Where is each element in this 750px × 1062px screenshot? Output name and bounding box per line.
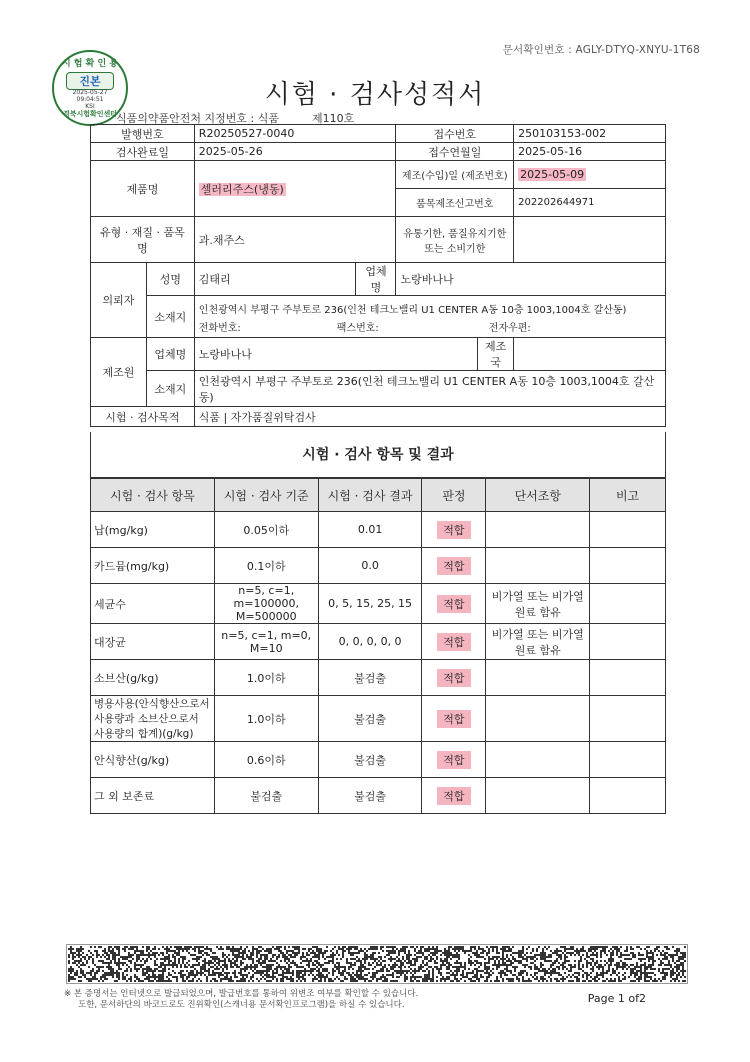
product-name: 셀러리주스(냉동) — [200, 182, 284, 196]
issue-no-label: 발행번호 — [91, 125, 195, 143]
standard-cell: n=5, c=1, m=0, M=10 — [214, 624, 318, 660]
header-result: 시험 · 검사 결과 — [318, 479, 422, 512]
note-cell — [590, 624, 666, 660]
item-cell: 카드뮴(mg/kg) — [91, 548, 215, 584]
item-cell: 안식향산(g/kg) — [91, 742, 215, 778]
client-address: 인천광역시 부평구 주부토로 236(인천 테크노밸리 U1 CENTER A동 10층 1003,1004호 갈산동) — [198, 304, 627, 316]
table-row — [91, 742, 666, 778]
client-name: 김태리 — [194, 263, 356, 296]
standard-cell: 0.1이하 — [214, 548, 318, 584]
result-cell: 0, 0, 0, 0, 0 — [318, 624, 422, 660]
receipt-no: 250103153-002 — [514, 125, 666, 143]
maker-company: 노랑바나나 — [194, 338, 477, 371]
header-note: 비고 — [590, 479, 666, 512]
table-row — [91, 548, 666, 584]
page-title: 시험 · 검사성적서 — [264, 80, 486, 110]
maker-company-label: 업체명 — [146, 338, 194, 371]
verdict-cell — [422, 660, 486, 696]
result-cell: 0.0 — [318, 548, 422, 584]
item-cell: 소브산(g/kg) — [91, 660, 215, 696]
purpose-label: 시험 · 검사목적 — [91, 407, 195, 427]
table-row — [91, 584, 666, 624]
verdict-badge: 적합 — [437, 787, 470, 805]
email-label: 전자우편: — [488, 322, 531, 334]
result-cell: 불검출 — [318, 660, 422, 696]
mfg-date-cell — [514, 161, 666, 189]
results-table — [90, 478, 666, 814]
verdict-badge: 적합 — [437, 521, 470, 539]
mfg-date: 2025-05-09 — [520, 168, 585, 181]
clause-cell — [486, 778, 590, 814]
country-label: 제조국 — [478, 338, 514, 371]
note-cell — [590, 696, 666, 742]
client-address-cell — [194, 296, 665, 338]
mfg-date-label: 제조(수입)일 (제조번호) — [396, 161, 514, 189]
seal-bottom-text: 경북시험확인센터 — [62, 110, 118, 118]
clause-cell — [486, 548, 590, 584]
note-cell — [590, 584, 666, 624]
item-cell: 그 외 보존료 — [91, 778, 215, 814]
seal-date: 2025-05-27 09:04:51 KSI — [72, 89, 108, 110]
note-cell — [590, 742, 666, 778]
standard-cell: 1.0이하 — [214, 660, 318, 696]
verdict-cell — [422, 512, 486, 548]
item-cell: 세균수 — [91, 584, 215, 624]
complete-date: 2025-05-26 — [194, 143, 396, 161]
seal-center-text: 진본 — [66, 72, 114, 90]
item-cell: 병용사용(안식향산으로서 사용량과 소브산으로서 사용량의 합계)(g/kg) — [91, 696, 215, 742]
verdict-cell — [422, 584, 486, 624]
product-cell — [194, 161, 396, 217]
verdict-badge: 적합 — [437, 557, 470, 575]
verdict-badge: 적합 — [437, 633, 470, 651]
verdict-cell — [422, 696, 486, 742]
standard-cell: 0.6이하 — [214, 742, 318, 778]
document-confirm-number: 문서확인번호 : AGLY-DTYQ-XNYU-1T68 — [502, 44, 700, 56]
fax-label: 팩스번호: — [336, 322, 379, 334]
results-section-title: 시험 · 검사 항목 및 결과 — [90, 432, 666, 478]
standard-cell: 1.0이하 — [214, 696, 318, 742]
authority-number: 제110호 — [312, 112, 355, 125]
name-label: 성명 — [146, 263, 194, 296]
company-label: 업체명 — [356, 263, 396, 296]
product-label: 제품명 — [91, 161, 195, 217]
standard-cell: n=5, c=1, m=100000, M=500000 — [214, 584, 318, 624]
verdict-cell — [422, 624, 486, 660]
page-number: Page 1 of2 — [587, 992, 646, 1005]
verdict-badge: 적합 — [437, 751, 470, 769]
issue-no: R20250527-0040 — [194, 125, 396, 143]
table-row — [91, 624, 666, 660]
header-verdict: 판정 — [422, 479, 486, 512]
info-table — [90, 124, 666, 427]
footer-note-2: 도한, 문서하단의 바코드로도 진위확인(스캐너용 문서확인프로그램)을 하실 수 있습니다. — [78, 1000, 405, 1010]
verdict-badge: 적합 — [437, 710, 470, 728]
address-label: 소재지 — [146, 296, 194, 338]
clause-cell — [486, 742, 590, 778]
type-label: 유형 · 재질 · 품목명 — [91, 217, 195, 263]
expiry-label: 유통기한, 품질유지기한 또는 소비기한 — [396, 217, 514, 263]
receipt-date-label: 접수연월일 — [396, 143, 514, 161]
header-item: 시험 · 검사 항목 — [91, 479, 215, 512]
client-company: 노랑바나나 — [396, 263, 666, 296]
receipt-no-label: 접수번호 — [396, 125, 514, 143]
header-clause: 단서조항 — [486, 479, 590, 512]
country-value — [514, 338, 666, 371]
table-row — [91, 778, 666, 814]
note-cell — [590, 512, 666, 548]
result-cell: 불검출 — [318, 696, 422, 742]
report-no-label: 품목제조신고번호 — [396, 189, 514, 217]
standard-cell: 0.05이하 — [214, 512, 318, 548]
table-row — [91, 512, 666, 548]
client-label: 의뢰자 — [91, 263, 147, 338]
verdict-badge: 적합 — [437, 595, 470, 613]
result-cell: 불검출 — [318, 778, 422, 814]
maker-address-label: 소재지 — [146, 371, 194, 407]
verdict-cell — [422, 548, 486, 584]
report-no: 202202644971 — [514, 189, 666, 217]
note-cell — [590, 778, 666, 814]
clause-cell: 비가열 또는 비가열 원료 함유 — [486, 584, 590, 624]
table-row — [91, 696, 666, 742]
clause-cell — [486, 512, 590, 548]
item-cell: 납(mg/kg) — [91, 512, 215, 548]
result-cell: 0, 5, 15, 25, 15 — [318, 584, 422, 624]
verdict-badge: 적합 — [437, 669, 470, 687]
result-cell: 불검출 — [318, 742, 422, 778]
clause-cell — [486, 660, 590, 696]
item-cell: 대장균 — [91, 624, 215, 660]
purpose-value: 식품 | 자가품질위탁검사 — [194, 407, 665, 427]
note-cell — [590, 660, 666, 696]
note-cell — [590, 548, 666, 584]
table-row — [91, 660, 666, 696]
verdict-cell — [422, 778, 486, 814]
expiry-value — [514, 217, 666, 263]
standard-cell: 불검출 — [214, 778, 318, 814]
complete-date-label: 검사완료일 — [91, 143, 195, 161]
maker-address: 인천광역시 부평구 주부토로 236(인천 테크노밸리 U1 CENTER A동 10층 1003,1004호 갈산동) — [194, 371, 665, 407]
contact-row — [199, 319, 661, 333]
maker-label: 제조원 — [91, 338, 147, 407]
header-standard: 시험 · 검사 기준 — [214, 479, 318, 512]
authority-line: 식품의약품안전처 지정번호 : 식품 — [116, 112, 279, 125]
clause-cell: 비가열 또는 비가열 원료 함유 — [486, 624, 590, 660]
verdict-cell — [422, 742, 486, 778]
receipt-date: 2025-05-16 — [514, 143, 666, 161]
result-cell: 0.01 — [318, 512, 422, 548]
clause-cell — [486, 696, 590, 742]
footer-note-1: ※ 본 증명서는 인터넷으로 발급되었으며, 발급번호를 통하여 위변조 여부를 확인할 수 있습니다. — [64, 989, 419, 999]
phone-label: 전화번호: — [198, 322, 241, 334]
document-barcode — [66, 944, 688, 984]
seal-ring-text: 시 험 확 인 용 — [61, 59, 118, 69]
type-value: 과.채주스 — [194, 217, 396, 263]
